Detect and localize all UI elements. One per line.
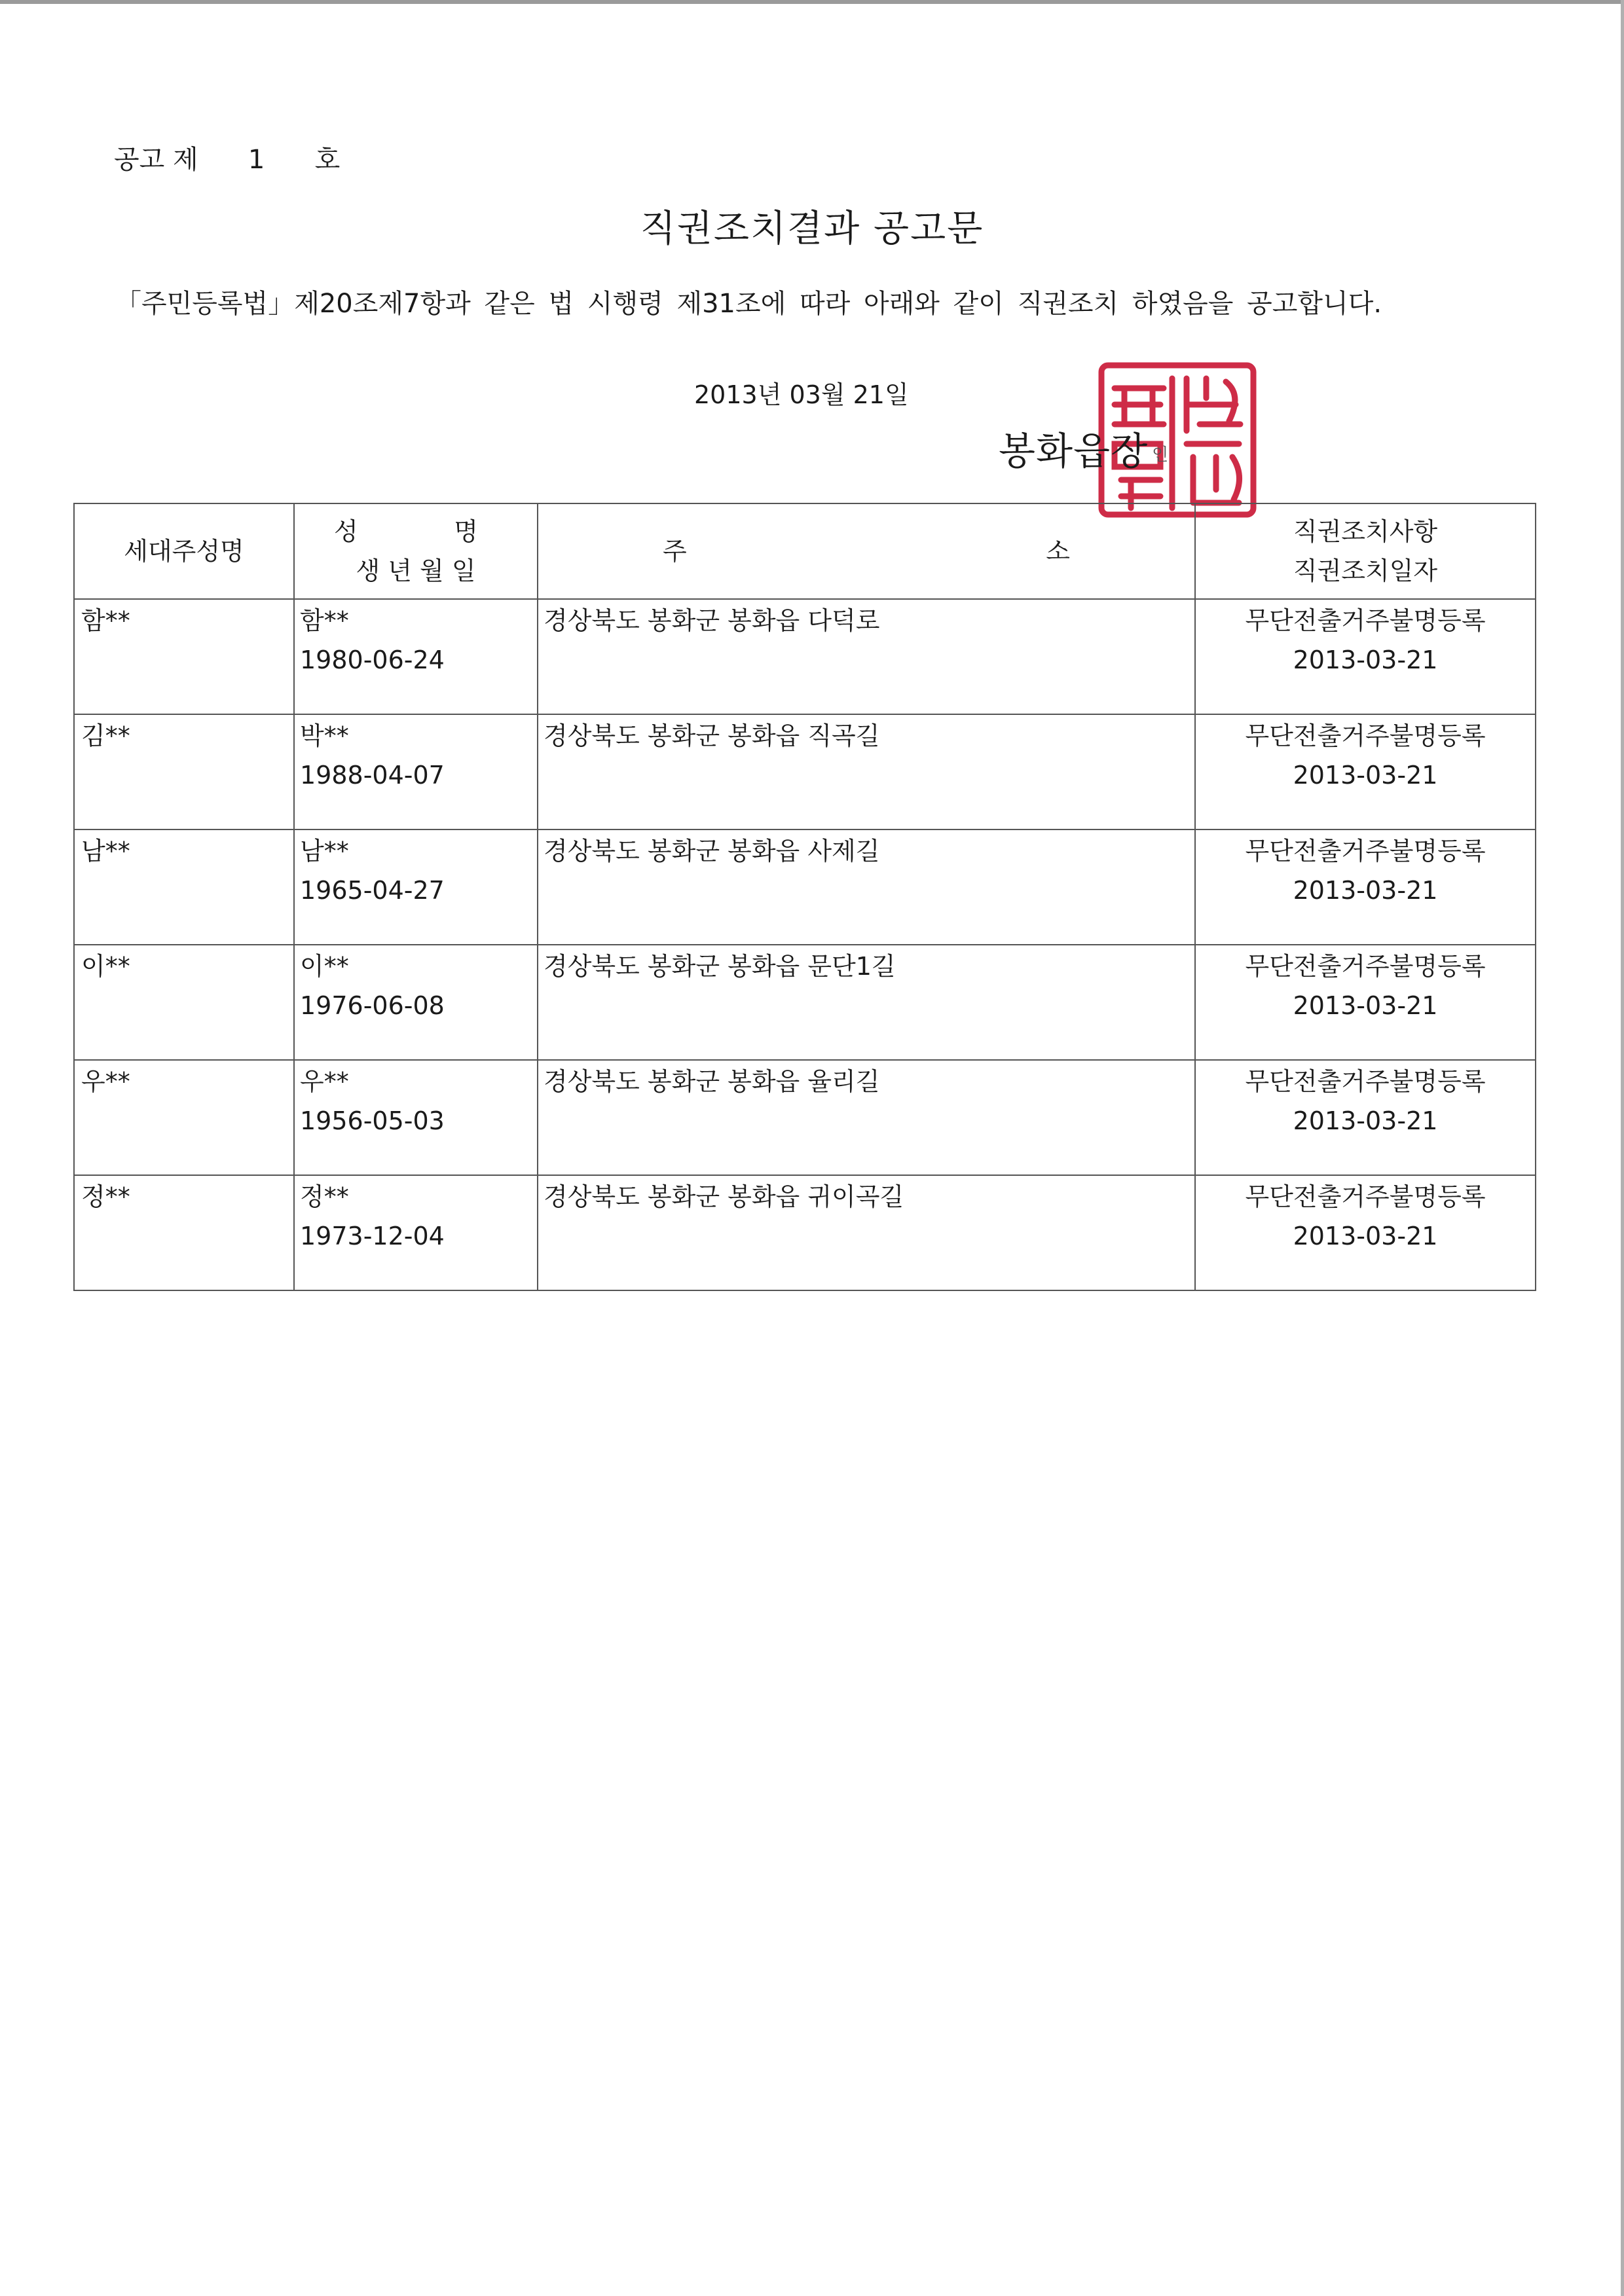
scan-edge-right (1621, 0, 1624, 2296)
cell-action-date: 2013-03-21 (1293, 1106, 1438, 1135)
notice-body: 「주민등록법」제20조제7항과 같은 법 시행령 제31조에 따라 아래와 같이 직권조치 하였음을 공고합니다. (115, 289, 1382, 319)
cell-action-date: 2013-03-21 (1293, 991, 1438, 1020)
header-action-type: 직권조치사항 (1293, 517, 1438, 546)
cell-birth: 1965-04-27 (300, 876, 445, 905)
cell-action-type: 무단전출거주불명등록 (1245, 1067, 1486, 1096)
table-header-row (74, 503, 1536, 599)
cell-name: 이** (300, 952, 349, 981)
header-action-date: 직권조치일자 (1293, 556, 1438, 585)
header-action (1195, 503, 1536, 599)
official-signature (999, 420, 1169, 475)
cell-head-of-household: 남** (74, 829, 294, 945)
header-name-birth (294, 503, 538, 599)
cell-action-type: 무단전출거주불명등록 (1245, 1182, 1486, 1211)
header-birth: 생 년 월 일 (356, 556, 476, 585)
cell-birth: 1980-06-24 (300, 646, 445, 674)
cell-action (1195, 1175, 1536, 1290)
cell-name-birth (294, 1060, 538, 1175)
cell-name: 박** (300, 721, 349, 750)
cell-birth: 1988-04-07 (300, 761, 445, 790)
table-row (74, 945, 1536, 1060)
results-table (73, 503, 1536, 1291)
header-address-a: 주 (663, 537, 687, 566)
cell-address: 경상북도 봉화군 봉화읍 율리길 (538, 1060, 1195, 1175)
cell-action (1195, 1060, 1536, 1175)
cell-action-type: 무단전출거주불명등록 (1245, 606, 1486, 635)
cell-name-birth (294, 714, 538, 829)
cell-action-date: 2013-03-21 (1293, 876, 1438, 905)
cell-head-of-household: 김** (74, 714, 294, 829)
cell-action (1195, 599, 1536, 714)
header-address-b: 소 (1046, 537, 1070, 566)
table-row (74, 829, 1536, 945)
cell-action-date: 2013-03-21 (1293, 761, 1438, 790)
cell-head-of-household: 정** (74, 1175, 294, 1290)
seal-mark: 인 (1152, 445, 1170, 465)
cell-birth: 1973-12-04 (300, 1222, 445, 1250)
table-row (74, 1060, 1536, 1175)
cell-name-birth (294, 1175, 538, 1290)
cell-action-date: 2013-03-21 (1293, 646, 1438, 674)
cell-name: 함** (300, 606, 349, 635)
cell-head-of-household: 우** (74, 1060, 294, 1175)
cell-action (1195, 714, 1536, 829)
cell-action-type: 무단전출거주불명등록 (1245, 837, 1486, 866)
scan-edge-top (0, 0, 1624, 4)
cell-name-birth (294, 829, 538, 945)
document-title: 직권조치결과 공고문 (640, 208, 984, 250)
official-title: 봉화읍장 (999, 429, 1149, 473)
cell-name: 남** (300, 837, 349, 866)
cell-name: 우** (300, 1067, 349, 1096)
cell-name-birth (294, 599, 538, 714)
cell-birth: 1976-06-08 (300, 991, 445, 1020)
table-row (74, 599, 1536, 714)
cell-action-date: 2013-03-21 (1293, 1222, 1438, 1250)
header-name-b: 명 (454, 517, 478, 546)
cell-head-of-household: 이** (74, 945, 294, 1060)
cell-birth: 1956-05-03 (300, 1106, 445, 1135)
cell-name: 정** (300, 1182, 349, 1211)
table-row (74, 1175, 1536, 1290)
cell-action-type: 무단전출거주불명등록 (1245, 952, 1486, 981)
cell-name-birth (294, 945, 538, 1060)
cell-action-type: 무단전출거주불명등록 (1245, 721, 1486, 750)
header-name-a: 성 (334, 517, 358, 546)
cell-address: 경상북도 봉화군 봉화읍 직곡길 (538, 714, 1195, 829)
header-head-of-household: 세대주성명 (74, 503, 294, 599)
notice-number: 공고 제 1 호 (114, 145, 341, 175)
cell-head-of-household: 함** (74, 599, 294, 714)
cell-address: 경상북도 봉화군 봉화읍 다덕로 (538, 599, 1195, 714)
cell-action (1195, 829, 1536, 945)
cell-action (1195, 945, 1536, 1060)
header-address (538, 503, 1195, 599)
cell-address: 경상북도 봉화군 봉화읍 귀이곡길 (538, 1175, 1195, 1290)
table-row (74, 714, 1536, 829)
cell-address: 경상북도 봉화군 봉화읍 문단1길 (538, 945, 1195, 1060)
notice-date: 2013년 03월 21일 (694, 380, 909, 409)
cell-address: 경상북도 봉화군 봉화읍 사제길 (538, 829, 1195, 945)
